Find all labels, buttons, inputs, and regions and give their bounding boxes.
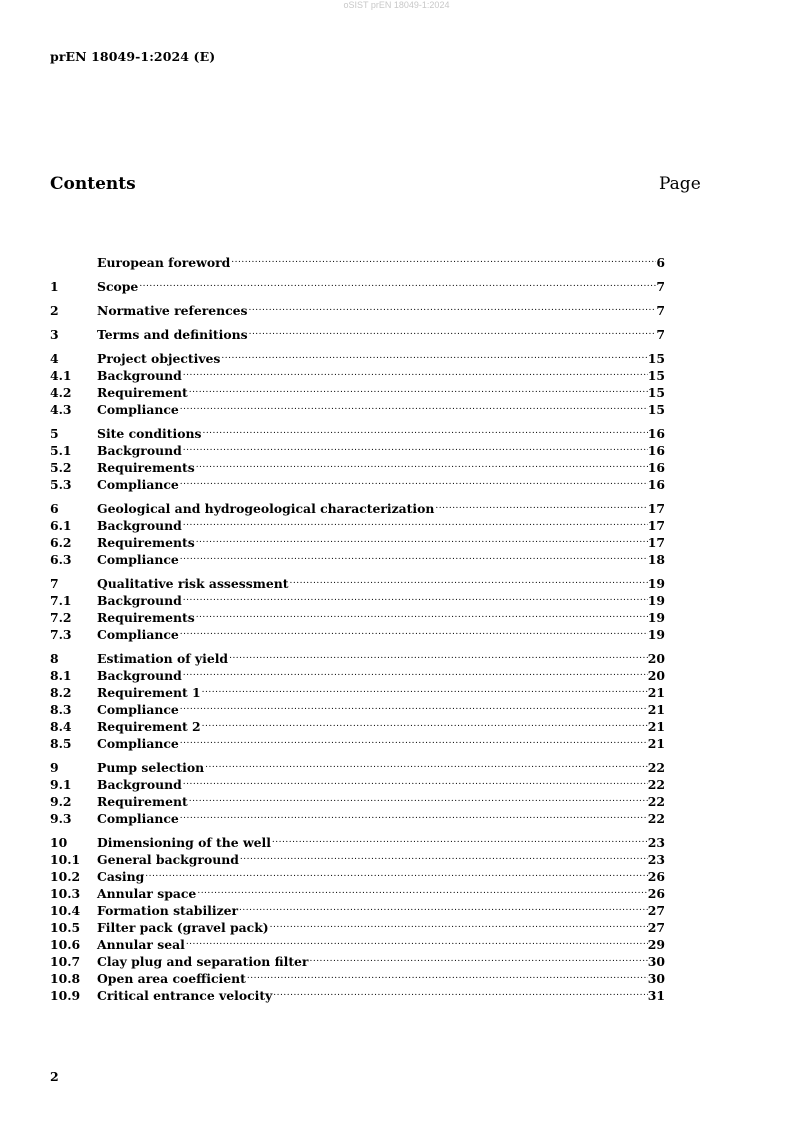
toc-entry-title[interactable]: Dimensioning of the well [97,835,271,850]
toc-entry-number: 10.6 [50,937,81,952]
toc-dot-leader [179,622,648,639]
page-column-label: Page [659,174,701,194]
toc-group [50,322,665,342]
toc-entry-title[interactable]: Compliance [97,402,179,417]
toc-entry[interactable] [50,250,665,270]
toc-entry-title[interactable]: Annular space [97,886,197,901]
toc-dot-leader [188,789,648,806]
toc-group [50,646,665,751]
toc-entry[interactable] [50,298,665,318]
toc-entry-page[interactable]: 30 [647,954,665,969]
toc-dot-leader [179,806,648,823]
toc-dot-leader [144,864,648,881]
toc-entry-page[interactable]: 19 [647,593,665,608]
toc-entry-page[interactable]: 6 [656,255,665,270]
toc-entry-title[interactable]: Filter pack (gravel pack) [97,920,269,935]
toc-entry-number: 6.3 [50,552,72,567]
toc-entry-number: 10.2 [50,869,81,884]
toc-entry-number: 6.2 [50,535,72,550]
toc-entry-page[interactable]: 15 [647,402,665,417]
toc-entry-page[interactable]: 16 [647,460,665,475]
toc-entry-page[interactable]: 21 [647,702,665,717]
toc-entry-page[interactable]: 27 [647,903,665,918]
toc-dot-leader [271,830,648,847]
toc-dot-leader [308,949,647,966]
toc-entry-number: 4.3 [50,402,72,417]
toc-dot-leader [434,496,647,513]
toc-dot-leader [248,322,657,339]
toc-entry[interactable] [50,322,665,342]
toc-entry-number: 8 [50,651,59,666]
toc-entry-number: 7.2 [50,610,72,625]
toc-entry-title[interactable]: Qualitative risk assessment [97,576,289,591]
toc-entry-number: 5.1 [50,443,72,458]
toc-entry-title[interactable]: Requirements [97,535,195,550]
toc-entry-title[interactable]: Normative references [97,303,248,318]
toc-entry-number: 5.3 [50,477,72,492]
footer-page-number: 2 [50,1069,59,1084]
toc-entry-number: 5.2 [50,460,72,475]
toc-group [50,421,665,492]
toc-entry-title[interactable]: Estimation of yield [97,651,229,666]
toc-entry-number: 8.4 [50,719,72,734]
toc-dot-leader [196,881,647,898]
toc-entry-page[interactable]: 21 [647,685,665,700]
watermark: oSIST prEN 18049-1:2024 [343,0,450,10]
toc-entry-number: 4.2 [50,385,72,400]
toc-entry-page[interactable]: 20 [647,651,665,666]
toc-dot-leader [204,755,648,772]
toc-entry-number: 7.3 [50,627,72,642]
toc-entry-number: 10.5 [50,920,81,935]
toc-entry-title[interactable]: Pump selection [97,760,205,775]
toc-entry[interactable] [50,755,665,775]
toc-dot-leader [179,731,648,748]
toc-entry-page[interactable]: 7 [656,327,665,342]
toc-entry-title[interactable]: Compliance [97,477,179,492]
toc-entry-title[interactable]: Compliance [97,552,179,567]
toc-entry-page[interactable]: 27 [647,920,665,935]
toc-entry-page[interactable]: 20 [647,668,665,683]
toc-entry-page[interactable]: 19 [647,610,665,625]
toc-entry-title[interactable]: General background [97,852,239,867]
toc-entry-page[interactable]: 22 [647,760,665,775]
toc-group [50,830,665,1003]
toc-dot-leader [288,571,647,588]
toc-entry-page[interactable]: 31 [647,988,665,1003]
toc-entry-title[interactable]: Requirement [97,385,188,400]
toc-entry-title[interactable]: Requirement 1 [97,685,201,700]
toc-group [50,274,665,294]
toc-entry-page[interactable]: 26 [647,869,665,884]
toc-entry-title[interactable]: Background [97,668,182,683]
toc-entry-title[interactable]: Open area coefficient [97,971,246,986]
toc-entry-page[interactable]: 15 [647,351,665,366]
toc-dot-leader [138,274,656,291]
toc-entry-title[interactable]: Casing [97,869,145,884]
toc-entry-title[interactable]: Compliance [97,736,179,751]
toc-dot-leader [182,438,648,455]
toc-entry-page[interactable]: 16 [647,426,665,441]
toc-entry-title[interactable]: Requirements [97,460,195,475]
toc-entry-number: 9.3 [50,811,72,826]
toc-entry-title[interactable]: Annular seal [97,937,185,952]
toc-dot-leader [220,346,647,363]
toc-dot-leader [195,530,648,547]
toc-entry-number: 8.3 [50,702,72,717]
toc-entry-number: 10 [50,835,68,850]
toc-entry-number: 8.2 [50,685,72,700]
toc-entry-title[interactable]: Scope [97,279,139,294]
toc-entry-number: 9.2 [50,794,72,809]
toc-entry[interactable] [50,496,665,516]
toc-dot-leader [269,915,648,932]
toc-entry-number: 2 [50,303,59,318]
toc-entry-page[interactable]: 21 [647,736,665,751]
toc-entry-page[interactable]: 17 [647,501,665,516]
toc-entry-page[interactable]: 21 [647,719,665,734]
toc-dot-leader [188,380,648,397]
toc-dot-leader [201,680,648,697]
toc-dot-leader [179,472,648,489]
toc-entry-number: 10.4 [50,903,81,918]
toc-entry[interactable] [50,274,665,294]
toc-group [50,298,665,318]
toc-dot-leader [182,588,648,605]
toc-entry-number: 6 [50,501,59,516]
toc-entry-number: 9 [50,760,59,775]
toc-entry-page[interactable]: 7 [656,303,665,318]
toc-entry-title[interactable]: Background [97,777,182,792]
toc-entry-title[interactable]: Requirement 2 [97,719,201,734]
toc-dot-leader [182,663,648,680]
toc-entry-page[interactable]: 17 [647,518,665,533]
toc-entry-page[interactable]: 22 [647,777,665,792]
toc-entry[interactable] [50,571,665,591]
toc-entry-number: 10.3 [50,886,81,901]
toc-entry-number: 8.5 [50,736,72,751]
toc-entry-page[interactable]: 16 [647,477,665,492]
toc-dot-leader [246,966,648,983]
toc-dot-leader [201,714,648,731]
toc-entry-number: 1 [50,279,59,294]
toc-entry-page[interactable]: 17 [647,535,665,550]
toc-dot-leader [230,250,656,267]
table-of-contents [50,250,665,1007]
toc-entry-page[interactable]: 19 [647,627,665,642]
toc-entry-page[interactable]: 26 [647,886,665,901]
toc-entry-title[interactable]: Background [97,518,182,533]
toc-entry-title[interactable]: Site conditions [97,426,202,441]
toc-entry-title[interactable]: Compliance [97,702,179,717]
toc-entry-number: 10.1 [50,852,81,867]
toc-dot-leader [182,513,648,530]
toc-entry-number: 9.1 [50,777,72,792]
toc-dot-leader [195,605,648,622]
toc-group [50,571,665,642]
toc-entry-title[interactable]: Background [97,593,182,608]
toc-group [50,755,665,826]
toc-entry-page[interactable]: 7 [656,279,665,294]
toc-entry-number: 7 [50,576,59,591]
toc-entry-number: 5 [50,426,59,441]
toc-entry-title[interactable]: Geological and hydrogeological characterization [97,501,435,516]
toc-group [50,496,665,567]
toc-entry-title[interactable]: Terms and definitions [97,327,248,342]
toc-entry[interactable] [50,346,665,366]
toc-entry-title[interactable]: Clay plug and separation filter [97,954,309,969]
toc-dot-leader [179,547,648,564]
toc-entry-number: 10.8 [50,971,81,986]
toc-entry-page[interactable]: 30 [647,971,665,986]
toc-entry-page[interactable]: 23 [647,852,665,867]
toc-entry-number: 6.1 [50,518,72,533]
toc-group [50,346,665,417]
toc-entry-title[interactable]: Background [97,368,182,383]
toc-dot-leader [182,363,648,380]
toc-entry-title[interactable]: Requirements [97,610,195,625]
toc-entry-page[interactable]: 22 [647,811,665,826]
toc-entry-title[interactable]: Requirement [97,794,188,809]
toc-dot-leader [272,983,647,1000]
toc-dot-leader [239,847,648,864]
toc-entry-page[interactable]: 29 [647,937,665,952]
toc-entry-page[interactable]: 16 [647,443,665,458]
toc-group [50,250,665,270]
toc-entry-number: 10.9 [50,988,81,1003]
toc-entry-title[interactable]: Compliance [97,811,179,826]
toc-entry-title[interactable]: Compliance [97,627,179,642]
toc-dot-leader [248,298,657,315]
toc-entry-title[interactable]: Project objectives [97,351,221,366]
toc-dot-leader [179,697,648,714]
toc-entry-title[interactable]: European foreword [97,255,231,270]
toc-dot-leader [179,397,648,414]
toc-dot-leader [182,772,648,789]
toc-entry-page[interactable]: 19 [647,576,665,591]
toc-entry-title[interactable]: Formation stabilizer [97,903,239,918]
toc-entry-title[interactable]: Background [97,443,182,458]
contents-heading: Contents [50,174,136,194]
toc-entry-page[interactable]: 18 [647,552,665,567]
toc-dot-leader [195,455,648,472]
toc-dot-leader [228,646,648,663]
toc-entry-page[interactable]: 22 [647,794,665,809]
toc-entry-title[interactable]: Critical entrance velocity [97,988,273,1003]
toc-entry-page[interactable]: 15 [647,385,665,400]
toc-entry[interactable] [50,830,665,850]
toc-entry-number: 8.1 [50,668,72,683]
toc-dot-leader [185,932,648,949]
toc-entry-page[interactable]: 15 [647,368,665,383]
toc-entry-number: 7.1 [50,593,72,608]
toc-entry[interactable] [50,646,665,666]
toc-dot-leader [238,898,648,915]
toc-entry-number: 10.7 [50,954,81,969]
document-id: prEN 18049-1:2024 (E) [50,49,216,64]
toc-entry-page[interactable]: 23 [647,835,665,850]
toc-entry-number: 4.1 [50,368,72,383]
toc-dot-leader [201,421,647,438]
toc-entry-number: 3 [50,327,59,342]
toc-entry[interactable] [50,421,665,441]
toc-entry-number: 4 [50,351,59,366]
